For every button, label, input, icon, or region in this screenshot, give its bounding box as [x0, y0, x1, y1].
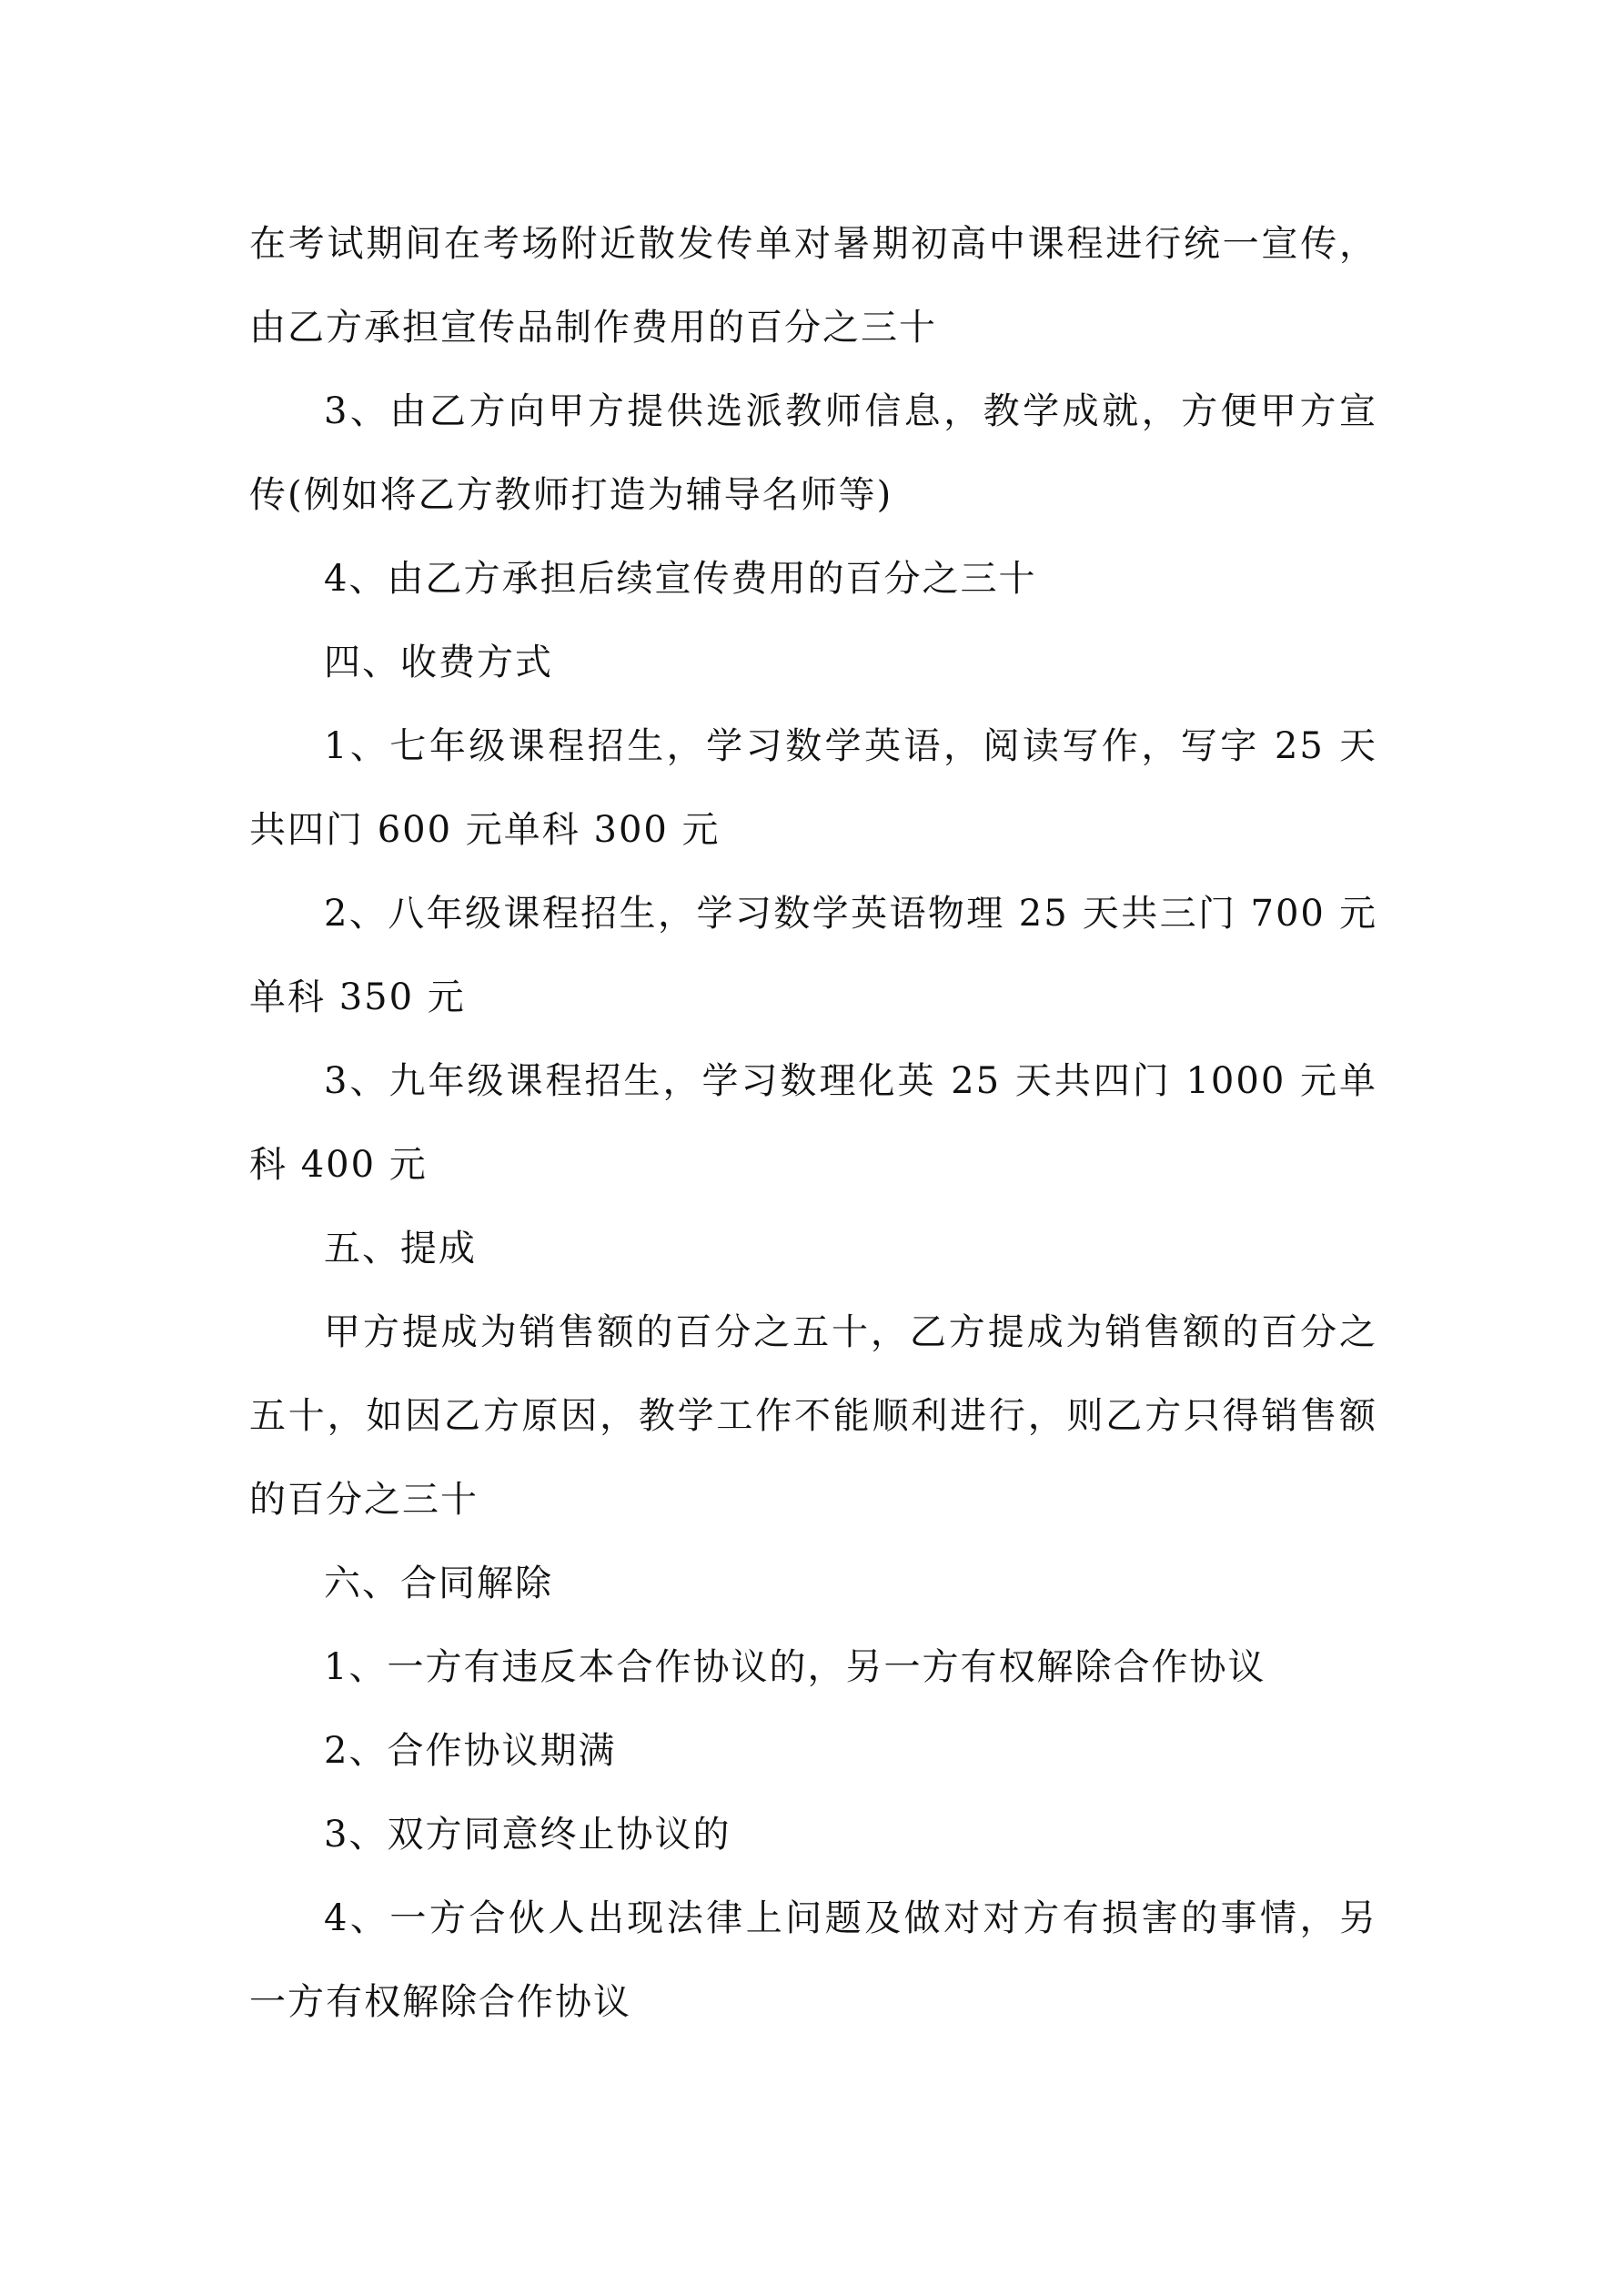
paragraph-termination-3: 3、双方同意终止协议的 [324, 1814, 731, 1856]
paragraph-item-4-promotion-cost: 4、由乙方承担后续宣传费用的百分之三十 [324, 558, 1037, 600]
paragraph-termination-2: 2、合作协议期满 [324, 1730, 617, 1772]
paragraph-fee-grade-7: 1、七年级课程招生，学习数学英语，阅读写作，写字 25 天共四门 600 元单科 300 元 [249, 725, 1377, 851]
paragraph-fee-grade-9: 3、九年级课程招生，学习数理化英 25 天共四门 1000 元单科 400 元 [249, 1060, 1377, 1186]
paragraph-promotion-continued: 在考试期间在考场附近散发传单对暑期初高中课程进行统一宣传，由乙方承担宣传品制作费用的百分之三十 [249, 223, 1377, 349]
section-heading-termination: 六、合同解除 [324, 1563, 553, 1604]
section-heading-commission: 五、提成 [324, 1228, 477, 1269]
section-heading-fees: 四、收费方式 [324, 642, 553, 683]
paragraph-commission-terms: 甲方提成为销售额的百分之五十，乙方提成为销售额的百分之五十，如因乙方原因，教学工作不能顺利进行，则乙方只得销售额的百分之三十 [249, 1311, 1377, 1521]
paragraph-termination-4: 4、一方合伙人出现法律上问题及做对对方有损害的事情，另一方有权解除合作协议 [249, 1897, 1377, 2023]
document-body [249, 202, 1377, 2044]
paragraph-termination-1: 1、一方有违反本合作协议的，另一方有权解除合作协议 [324, 1646, 1266, 1688]
paragraph-item-3-teacher-info: 3、由乙方向甲方提供选派教师信息，教学成就，方便甲方宣传(例如将乙方教师打造为辅导名师等) [249, 390, 1377, 516]
paragraph-fee-grade-8: 2、八年级课程招生，学习数学英语物理 25 天共三门 700 元单科 350 元 [249, 893, 1377, 1018]
